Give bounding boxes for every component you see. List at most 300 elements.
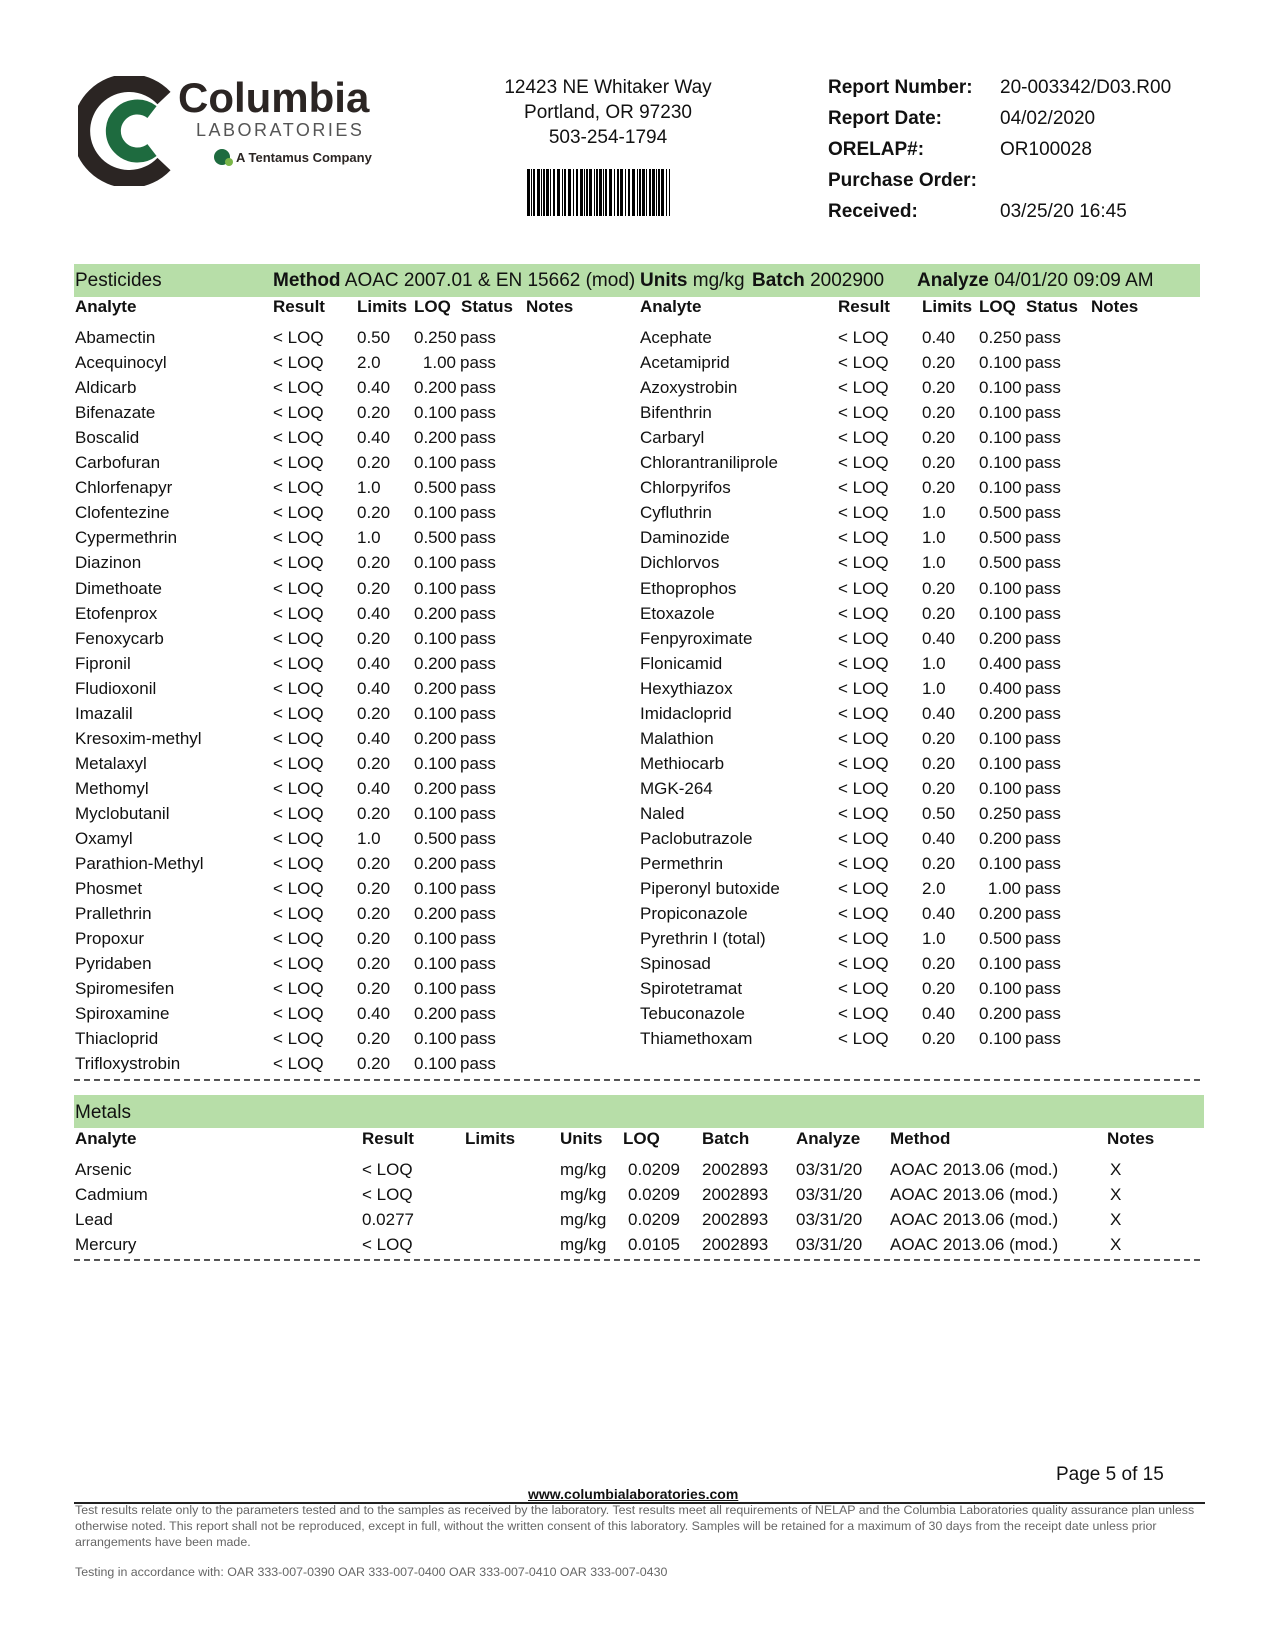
analyte-name: Cyfluthrin bbox=[640, 503, 712, 523]
limit-value: 0.40 bbox=[922, 904, 956, 924]
loq-value: 0.250 bbox=[979, 328, 1022, 347]
limit-value: 0.20 bbox=[922, 428, 956, 448]
metals-divider bbox=[74, 1259, 1200, 1261]
status-value: pass bbox=[460, 628, 496, 648]
barcode-icon bbox=[527, 169, 670, 216]
column-header: Limits bbox=[922, 297, 973, 316]
result-value: < LOQ bbox=[838, 1029, 889, 1049]
status-value: pass bbox=[460, 503, 496, 523]
loq-value: 0.200 bbox=[414, 778, 457, 798]
loq-value: 0.200 bbox=[979, 904, 1022, 924]
loq-value: 0.100 bbox=[979, 753, 1022, 773]
units-value: mg/kg bbox=[560, 1210, 607, 1229]
loq-value: 0.500 bbox=[979, 929, 1022, 949]
status-value: pass bbox=[1025, 854, 1061, 874]
limit-value: 0.40 bbox=[922, 829, 956, 848]
loq-value: 0.100 bbox=[414, 553, 457, 573]
loq-value: 0.100 bbox=[979, 778, 1022, 798]
status-value: pass bbox=[1025, 929, 1061, 949]
loq-value: 0.100 bbox=[414, 703, 457, 723]
limit-value: 0.20 bbox=[922, 1029, 956, 1049]
column-header: Units bbox=[560, 1129, 603, 1148]
result-value: < LOQ bbox=[838, 553, 889, 573]
analyte-name: Mercury bbox=[75, 1235, 137, 1254]
status-value: pass bbox=[1025, 478, 1061, 498]
result-value: < LOQ bbox=[838, 453, 889, 473]
analyte-name: Spinosad bbox=[640, 954, 711, 974]
status-value: pass bbox=[460, 803, 496, 823]
analyte-name: Cadmium bbox=[75, 1185, 148, 1204]
analyte-name: Etofenprox bbox=[75, 603, 158, 623]
analyze-date: 03/31/20 bbox=[796, 1210, 863, 1229]
analyte-name: Daminozide bbox=[640, 528, 730, 548]
loq-value: 0.100 bbox=[414, 628, 457, 648]
analyte-name: Dimethoate bbox=[75, 578, 162, 598]
analyte-name: Spiromesifen bbox=[75, 979, 175, 999]
status-value: pass bbox=[1025, 603, 1061, 623]
loq-value: 0.100 bbox=[414, 803, 457, 823]
svg-text:Columbia: Columbia bbox=[178, 76, 370, 121]
loq-value: 0.100 bbox=[414, 578, 457, 598]
limit-value: 0.20 bbox=[922, 378, 956, 398]
limit-value: 0.40 bbox=[922, 328, 956, 347]
status-value: pass bbox=[1025, 653, 1061, 673]
result-value: < LOQ bbox=[838, 879, 889, 899]
analyte-name: Piperonyl butoxide bbox=[640, 879, 780, 899]
column-header: Analyze bbox=[796, 1129, 861, 1148]
status-value: pass bbox=[460, 378, 496, 398]
status-value: pass bbox=[1025, 879, 1061, 899]
loq-value: 0.500 bbox=[414, 829, 457, 848]
limit-value: 0.40 bbox=[357, 653, 391, 673]
loq-value: 0.500 bbox=[979, 553, 1022, 573]
analyze-date: 03/31/20 bbox=[796, 1160, 863, 1179]
result-value: < LOQ bbox=[273, 1054, 324, 1074]
column-header: LOQ bbox=[623, 1129, 660, 1148]
analyte-name: Imidacloprid bbox=[640, 703, 732, 723]
limit-value: 0.20 bbox=[357, 1029, 391, 1049]
report-value: 03/25/20 16:45 bbox=[1000, 201, 1127, 222]
pesticides-divider bbox=[74, 1079, 1200, 1081]
report-label: Report Date: bbox=[828, 108, 943, 129]
status-value: pass bbox=[460, 528, 496, 548]
result-value: < LOQ bbox=[838, 628, 889, 648]
loq-value: 0.100 bbox=[979, 578, 1022, 598]
analyte-name: Propiconazole bbox=[640, 904, 748, 924]
loq-value: 0.0209 bbox=[628, 1160, 680, 1179]
status-value: pass bbox=[1025, 803, 1061, 823]
limit-value: 2.0 bbox=[922, 879, 946, 899]
analyte-name: Fenoxycarb bbox=[75, 628, 164, 648]
units-value: mg/kg bbox=[560, 1160, 607, 1179]
loq-value: 0.100 bbox=[414, 879, 457, 899]
loq-value: 0.500 bbox=[414, 528, 457, 548]
loq-value: 0.100 bbox=[979, 979, 1022, 999]
limit-value: 0.20 bbox=[357, 703, 391, 723]
result-value: < LOQ bbox=[838, 778, 889, 798]
column-header: Method bbox=[890, 1129, 951, 1148]
loq-value: 0.0209 bbox=[628, 1210, 680, 1229]
address-line-2: Portland, OR 97230 bbox=[524, 102, 692, 123]
result-value: < LOQ bbox=[838, 1004, 889, 1024]
loq-value: 0.100 bbox=[979, 378, 1022, 398]
analyte-name: Clofentezine bbox=[75, 503, 170, 523]
page-number: Page 5 of 15 bbox=[1056, 1464, 1164, 1485]
result-value: < LOQ bbox=[273, 578, 324, 598]
result-value: < LOQ bbox=[273, 753, 324, 773]
company-logo bbox=[78, 76, 408, 186]
limit-value: 0.20 bbox=[922, 954, 956, 974]
analyze-date: 03/31/20 bbox=[796, 1185, 863, 1204]
analyte-name: Lead bbox=[75, 1210, 113, 1229]
limit-value: 0.20 bbox=[922, 353, 956, 373]
limit-value: 0.20 bbox=[922, 453, 956, 473]
column-header: Limits bbox=[465, 1129, 516, 1148]
analyte-name: Thiacloprid bbox=[75, 1029, 159, 1049]
analyte-name: Fenpyroximate bbox=[640, 628, 753, 648]
loq-value: 0.100 bbox=[979, 478, 1022, 498]
analyte-name: Pyrethrin I (total) bbox=[640, 929, 766, 949]
loq-value: 0.100 bbox=[414, 503, 457, 523]
report-value: 20-003342/D03.R00 bbox=[1000, 77, 1172, 98]
analyte-name: Propoxur bbox=[75, 929, 144, 949]
loq-value: 0.200 bbox=[979, 628, 1022, 648]
notes-value: X bbox=[1110, 1160, 1122, 1179]
metals-title: Metals bbox=[75, 1102, 131, 1123]
status-value: pass bbox=[1025, 678, 1061, 698]
loq-value: 0.400 bbox=[979, 653, 1022, 673]
analyte-name: Oxamyl bbox=[75, 829, 133, 848]
limit-value: 0.50 bbox=[922, 803, 956, 823]
pesticides-title: Pesticides bbox=[75, 270, 162, 291]
limit-value: 1.0 bbox=[357, 829, 381, 848]
status-value: pass bbox=[460, 778, 496, 798]
analyte-name: Acetamiprid bbox=[640, 353, 730, 373]
status-value: pass bbox=[1025, 553, 1061, 573]
status-value: pass bbox=[1025, 378, 1061, 398]
status-value: pass bbox=[1025, 753, 1061, 773]
analyte-name: Spirotetramat bbox=[640, 979, 743, 999]
loq-value: 1.00 bbox=[987, 879, 1021, 899]
limit-value: 0.20 bbox=[357, 904, 391, 924]
method-value: AOAC 2013.06 (mod.) bbox=[890, 1235, 1059, 1254]
result-value: < LOQ bbox=[362, 1185, 413, 1204]
loq-value: 0.200 bbox=[414, 678, 457, 698]
analyte-name: Paclobutrazole bbox=[640, 829, 753, 848]
loq-value: 1.00 bbox=[422, 353, 456, 373]
limit-value: 0.40 bbox=[357, 728, 391, 748]
loq-value: 0.100 bbox=[979, 353, 1022, 373]
analyte-name: Chlorantraniliprole bbox=[640, 453, 778, 473]
status-value: pass bbox=[460, 678, 496, 698]
column-header: Result bbox=[273, 297, 325, 316]
column-header: LOQ bbox=[414, 297, 451, 316]
limit-value: 0.20 bbox=[357, 1054, 391, 1074]
status-value: pass bbox=[1025, 904, 1061, 924]
status-value: pass bbox=[460, 653, 496, 673]
loq-value: 0.250 bbox=[414, 328, 457, 347]
status-value: pass bbox=[1025, 578, 1061, 598]
method-value: AOAC 2013.06 (mod.) bbox=[890, 1185, 1059, 1204]
loq-value: 0.100 bbox=[979, 603, 1022, 623]
loq-value: 0.500 bbox=[414, 478, 457, 498]
address-line-1: 12423 NE Whitaker Way bbox=[504, 77, 712, 98]
limit-value: 0.20 bbox=[922, 603, 956, 623]
status-value: pass bbox=[1025, 528, 1061, 548]
analyte-name: Azoxystrobin bbox=[640, 378, 738, 398]
svg-text:LABORATORIES: LABORATORIES bbox=[196, 120, 365, 140]
analyte-name: Pyridaben bbox=[75, 954, 152, 974]
notes-value: X bbox=[1110, 1185, 1122, 1204]
column-header: Analyte bbox=[75, 297, 137, 316]
analyte-name: Imazalil bbox=[75, 703, 133, 723]
limit-value: 0.40 bbox=[357, 778, 391, 798]
limit-value: 1.0 bbox=[922, 929, 946, 949]
limit-value: 0.20 bbox=[357, 753, 391, 773]
status-value: pass bbox=[460, 1054, 496, 1074]
status-value: pass bbox=[460, 353, 496, 373]
loq-value: 0.200 bbox=[979, 829, 1022, 848]
result-value: < LOQ bbox=[273, 829, 324, 848]
analyze-date: 03/31/20 bbox=[796, 1235, 863, 1254]
disclaimer-text: Test results relate only to the parameters tested and to the samples as received by the laboratory. Test results meet all requirements of NELAP and the Columbia Laboratories quality assurance plan unless otherwise noted. This report shall not be reproduced, except in full, without the written consent of this laboratory. Samples will be retained for a maximum of 30 days from the receipt date unless prior arrangements have been made. bbox=[75, 1503, 1195, 1549]
status-value: pass bbox=[1025, 328, 1061, 347]
result-value: < LOQ bbox=[838, 829, 889, 848]
status-value: pass bbox=[460, 428, 496, 448]
result-value: < LOQ bbox=[273, 503, 324, 523]
batch-value: 2002893 bbox=[702, 1210, 769, 1229]
limit-value: 0.40 bbox=[922, 703, 956, 723]
report-label: Received: bbox=[828, 201, 918, 222]
result-value: < LOQ bbox=[273, 653, 324, 673]
analyte-name: Acequinocyl bbox=[75, 353, 167, 373]
column-header: Notes bbox=[1107, 1129, 1155, 1148]
loq-value: 0.200 bbox=[979, 1004, 1022, 1024]
analyte-name: Tebuconazole bbox=[640, 1004, 745, 1024]
result-value: 0.0277 bbox=[362, 1210, 414, 1229]
result-value: < LOQ bbox=[838, 528, 889, 548]
svg-text:A Tentamus Company: A Tentamus Company bbox=[236, 150, 372, 165]
limit-value: 0.20 bbox=[922, 728, 956, 748]
analyte-name: Parathion-Methyl bbox=[75, 854, 204, 874]
loq-value: 0.200 bbox=[979, 703, 1022, 723]
limit-value: 1.0 bbox=[922, 553, 946, 573]
analyte-name: Hexythiazox bbox=[640, 678, 733, 698]
result-value: < LOQ bbox=[273, 403, 324, 423]
loq-value: 0.250 bbox=[979, 803, 1022, 823]
limit-value: 0.20 bbox=[357, 929, 391, 949]
result-value: < LOQ bbox=[838, 979, 889, 999]
result-value: < LOQ bbox=[838, 653, 889, 673]
status-value: pass bbox=[460, 954, 496, 974]
result-value: < LOQ bbox=[273, 528, 324, 548]
result-value: < LOQ bbox=[273, 929, 324, 949]
column-header: LOQ bbox=[979, 297, 1016, 316]
result-value: < LOQ bbox=[273, 553, 324, 573]
analyte-name: Bifenthrin bbox=[640, 403, 712, 423]
limit-value: 2.0 bbox=[357, 353, 381, 373]
result-value: < LOQ bbox=[838, 403, 889, 423]
result-value: < LOQ bbox=[273, 703, 324, 723]
result-value: < LOQ bbox=[273, 879, 324, 899]
loq-value: 0.100 bbox=[414, 403, 457, 423]
oar-text: Testing in accordance with: OAR 333-007-0390 OAR 333-007-0400 OAR 333-007-0410 OAR 333-007-0430 bbox=[75, 1565, 668, 1579]
report-label: ORELAP#: bbox=[828, 139, 925, 160]
status-value: pass bbox=[1025, 428, 1061, 448]
column-header: Result bbox=[838, 297, 890, 316]
loq-value: 0.0105 bbox=[628, 1235, 680, 1254]
result-value: < LOQ bbox=[838, 904, 889, 924]
result-value: < LOQ bbox=[273, 628, 324, 648]
limit-value: 1.0 bbox=[357, 528, 381, 548]
loq-value: 0.200 bbox=[414, 653, 457, 673]
status-value: pass bbox=[460, 979, 496, 999]
column-header: Notes bbox=[526, 297, 574, 316]
units-value: mg/kg bbox=[560, 1185, 607, 1204]
pesticides-method: Method AOAC 2007.01 & EN 15662 (mod) bbox=[273, 270, 636, 291]
analyte-name: Cypermethrin bbox=[75, 528, 178, 548]
method-value: AOAC 2013.06 (mod.) bbox=[890, 1210, 1059, 1229]
analyte-name: Trifloxystrobin bbox=[75, 1054, 181, 1074]
analyte-name: Etoxazole bbox=[640, 603, 715, 623]
analyte-name: Fipronil bbox=[75, 653, 131, 673]
analyte-name: Carbofuran bbox=[75, 453, 161, 473]
loq-value: 0.100 bbox=[979, 453, 1022, 473]
status-value: pass bbox=[460, 603, 496, 623]
batch-value: 2002893 bbox=[702, 1160, 769, 1179]
result-value: < LOQ bbox=[273, 478, 324, 498]
limit-value: 0.20 bbox=[357, 403, 391, 423]
result-value: < LOQ bbox=[838, 803, 889, 823]
report-label: Report Number: bbox=[828, 77, 973, 98]
analyte-name: Acephate bbox=[640, 328, 712, 347]
status-value: pass bbox=[460, 403, 496, 423]
result-value: < LOQ bbox=[273, 1029, 324, 1049]
column-header: Analyte bbox=[640, 297, 702, 316]
result-value: < LOQ bbox=[838, 328, 889, 347]
loq-value: 0.200 bbox=[414, 603, 457, 623]
analyte-name: Methiocarb bbox=[640, 753, 725, 773]
result-value: < LOQ bbox=[273, 378, 324, 398]
status-value: pass bbox=[460, 553, 496, 573]
limit-value: 0.20 bbox=[357, 879, 391, 899]
result-value: < LOQ bbox=[838, 678, 889, 698]
status-value: pass bbox=[460, 728, 496, 748]
status-value: pass bbox=[460, 929, 496, 949]
result-value: < LOQ bbox=[838, 503, 889, 523]
website-link[interactable]: www.columbialaboratories.com bbox=[528, 1486, 739, 1502]
status-value: pass bbox=[1025, 453, 1061, 473]
limit-value: 0.20 bbox=[357, 578, 391, 598]
limit-value: 0.20 bbox=[357, 453, 391, 473]
limit-value: 0.20 bbox=[357, 803, 391, 823]
analyte-name: Kresoxim-methyl bbox=[75, 728, 202, 748]
status-value: pass bbox=[1025, 353, 1061, 373]
notes-value: X bbox=[1110, 1210, 1122, 1229]
result-value: < LOQ bbox=[273, 603, 324, 623]
report-value: 04/02/2020 bbox=[1000, 108, 1096, 129]
loq-value: 0.200 bbox=[414, 854, 457, 874]
limit-value: 0.20 bbox=[922, 578, 956, 598]
result-value: < LOQ bbox=[273, 453, 324, 473]
result-value: < LOQ bbox=[838, 478, 889, 498]
status-value: pass bbox=[1025, 403, 1061, 423]
result-value: < LOQ bbox=[838, 728, 889, 748]
status-value: pass bbox=[460, 829, 496, 848]
loq-value: 0.100 bbox=[414, 979, 457, 999]
analyte-name: Myclobutanil bbox=[75, 803, 170, 823]
loq-value: 0.200 bbox=[414, 1004, 457, 1024]
limit-value: 0.40 bbox=[357, 678, 391, 698]
analyte-name: Boscalid bbox=[75, 428, 140, 448]
column-header: Notes bbox=[1091, 297, 1139, 316]
loq-value: 0.100 bbox=[979, 403, 1022, 423]
limit-value: 0.40 bbox=[357, 378, 391, 398]
loq-value: 0.100 bbox=[414, 1054, 457, 1074]
column-header: Status bbox=[461, 297, 513, 316]
analyte-name: Spiroxamine bbox=[75, 1004, 170, 1024]
loq-value: 0.0209 bbox=[628, 1185, 680, 1204]
analyte-name: MGK-264 bbox=[640, 778, 713, 798]
limit-value: 0.40 bbox=[922, 628, 956, 648]
method-value: AOAC 2013.06 (mod.) bbox=[890, 1160, 1059, 1179]
limit-value: 1.0 bbox=[922, 503, 946, 523]
limit-value: 0.20 bbox=[922, 753, 956, 773]
loq-value: 0.100 bbox=[979, 728, 1022, 748]
status-value: pass bbox=[460, 854, 496, 874]
analyte-name: Aldicarb bbox=[75, 378, 137, 398]
analyte-name: Fludioxonil bbox=[75, 678, 157, 698]
loq-value: 0.200 bbox=[414, 378, 457, 398]
analyte-name: Permethrin bbox=[640, 854, 724, 874]
result-value: < LOQ bbox=[362, 1160, 413, 1179]
loq-value: 0.100 bbox=[979, 1029, 1022, 1049]
limit-value: 0.40 bbox=[357, 603, 391, 623]
status-value: pass bbox=[1025, 979, 1061, 999]
status-value: pass bbox=[1025, 628, 1061, 648]
batch-value: 2002893 bbox=[702, 1235, 769, 1254]
loq-value: 0.100 bbox=[414, 453, 457, 473]
column-header: Batch bbox=[702, 1129, 750, 1148]
analyte-name: Diazinon bbox=[75, 553, 142, 573]
limit-value: 0.20 bbox=[922, 403, 956, 423]
limit-value: 0.20 bbox=[922, 778, 956, 798]
limit-value: 0.20 bbox=[922, 979, 956, 999]
analyte-name: Ethoprophos bbox=[640, 578, 737, 598]
status-value: pass bbox=[460, 879, 496, 899]
result-value: < LOQ bbox=[838, 578, 889, 598]
analyte-name: Carbaryl bbox=[640, 428, 705, 448]
result-value: < LOQ bbox=[838, 428, 889, 448]
status-value: pass bbox=[1025, 503, 1061, 523]
result-value: < LOQ bbox=[838, 603, 889, 623]
limit-value: 0.40 bbox=[357, 1004, 391, 1024]
status-value: pass bbox=[460, 453, 496, 473]
analyte-name: Phosmet bbox=[75, 879, 143, 899]
analyte-name: Dichlorvos bbox=[640, 553, 720, 573]
analyte-name: Malathion bbox=[640, 728, 714, 748]
units-value: mg/kg bbox=[560, 1235, 607, 1254]
limit-value: 1.0 bbox=[357, 478, 381, 498]
column-header: Analyte bbox=[75, 1129, 137, 1148]
status-value: pass bbox=[1025, 954, 1061, 974]
limit-value: 1.0 bbox=[922, 678, 946, 698]
limit-value: 0.40 bbox=[357, 428, 391, 448]
analyte-name: Methomyl bbox=[75, 778, 149, 798]
loq-value: 0.500 bbox=[979, 528, 1022, 548]
column-header: Limits bbox=[357, 297, 408, 316]
loq-value: 0.100 bbox=[979, 954, 1022, 974]
